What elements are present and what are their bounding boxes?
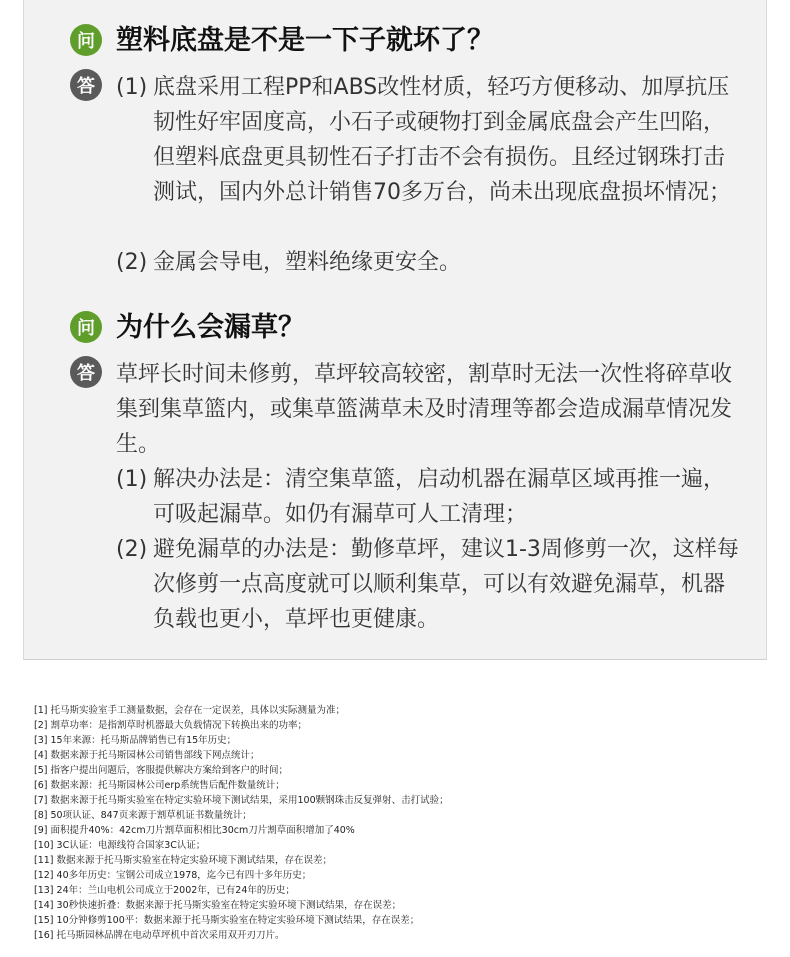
footnote: [15] 10分钟修剪100平：数据来源于托马斯实验室在特定实验环境下测试结果，存在误差；: [34, 915, 420, 926]
footnote: [11] 数据来源于托马斯实验室在特定实验环境下测试结果，存在误差；: [34, 855, 333, 866]
footnote: [16] 托马斯园林品牌在电动草坪机中首次采用双开刃刀片。: [34, 930, 285, 941]
answer-2-item-2: [116, 532, 741, 637]
item-text: 避免漏草的办法是：勤修草坪，建议1-3周修剪一次，这样每次修剪一点高度就可以顺利集草，可以有效避免漏草，机器负载也更小，草坪也更健康。: [153, 537, 739, 632]
question-title-2: 为什么会漏草？: [116, 312, 305, 343]
footnotes: [34, 703, 764, 943]
footnote: [10] 3C认证：电源线符合国家3C认证；: [34, 840, 206, 851]
question-badge-2: 问: [70, 311, 102, 343]
footnote: [13] 24年：兰山电机公司成立于2002年，已有24年的历史；: [34, 885, 295, 896]
footnote: [9] 面积提升40%：42cm刀片割草面积相比30cm刀片割草面积增加了40%: [34, 825, 355, 836]
answer-badge-2: 答: [70, 356, 102, 388]
footnote: [5] 指客户提出问题后，客服提供解决方案给到客户的时间；: [34, 765, 288, 776]
item-number: (2): [116, 537, 148, 562]
footnote: [8] 50项认证、847页来源于割草机证书数量统计；: [34, 810, 252, 821]
item-text: 底盘采用工程PP和ABS改性材质，轻巧方便移动、加厚抗压韧性好牢固度高，小石子或硬物打到金属底盘会产生凹陷，但塑料底盘更具韧性石子打击不会有损伤。且经过钢珠打击测试，国内外总计销售70多万台，尚未出现底盘损坏情况；: [153, 75, 731, 205]
question-title-1: 塑料底盘是不是一下子就坏了？: [116, 25, 494, 56]
footnote: [7] 数据来源于托马斯实验室在特定实验环境下测试结果，采用100颗钢珠击反复弹射、击打试验；: [34, 795, 449, 806]
footnote: [14] 30秒快速折叠：数据来源于托马斯实验室在特定实验环境下测试结果，存在误差；: [34, 900, 402, 911]
footnote: [1] 托马斯实验室手工测量数据，会存在一定误差，具体以实际测量为准；: [34, 705, 345, 716]
item-number: (1): [116, 75, 148, 100]
footnote: [4] 数据来源于托马斯园林公司销售部线下网点统计；: [34, 750, 260, 761]
answer-1-item-2: [116, 245, 741, 280]
question-badge-1: 问: [70, 24, 102, 56]
footnote: [2] 割草功率：是指割草时机器最大负载情况下转换出来的功率；: [34, 720, 307, 731]
answer-2-item-1: [116, 462, 741, 532]
answer-badge-1: 答: [70, 69, 102, 101]
item-text: 解决办法是：清空集草篮，启动机器在漏草区域再推一遍，可吸起漏草。如仍有漏草可人工清理；: [153, 467, 726, 527]
answer-2-intro: 草坪长时间未修剪，草坪较高较密，割草时无法一次性将碎草收集到集草篮内，或集草篮满草未及时清理等都会造成漏草情况发生。: [116, 362, 733, 457]
item-number: (1): [116, 467, 148, 492]
footnote: [3] 15年来源：托马斯品牌销售已有15年历史；: [34, 735, 237, 746]
footnote: [12] 40多年历史：宝钢公司成立1978，迄今已有四十多年历史；: [34, 870, 312, 881]
footnote: [6] 数据来源：托马斯园林公司erp系统售后配件数量统计；: [34, 780, 285, 791]
item-text: 金属会导电，塑料绝缘更安全。: [153, 250, 462, 275]
item-number: (2): [116, 250, 148, 275]
answer-1-item-1: [116, 70, 741, 210]
